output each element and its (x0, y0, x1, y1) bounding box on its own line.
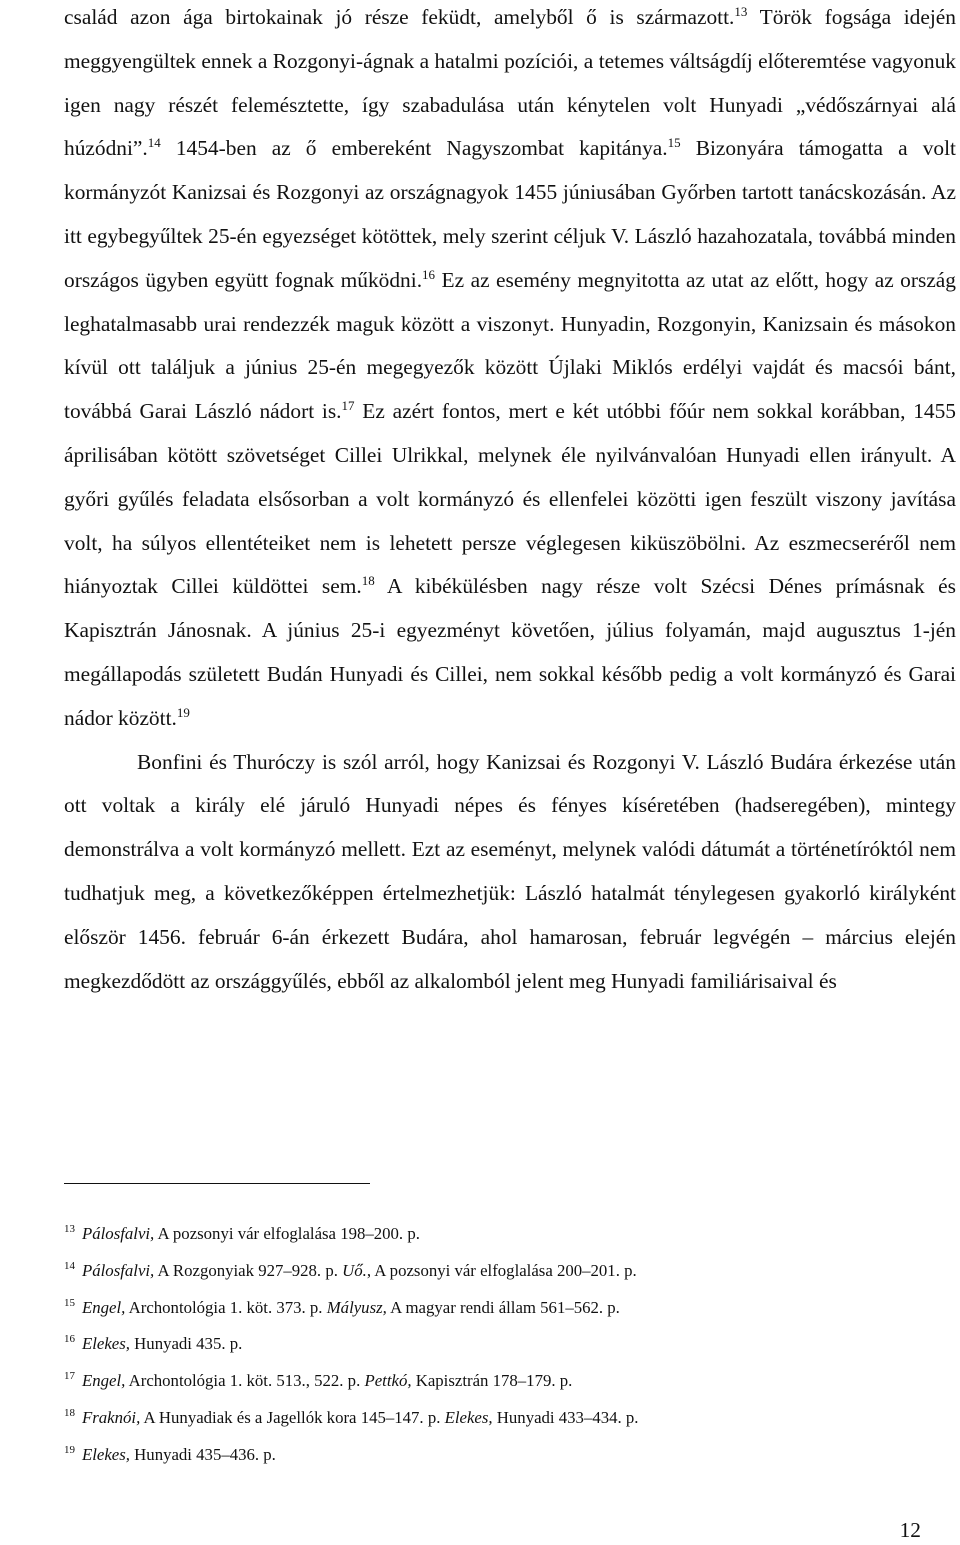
text-segment: 1454-ben az ő embereként Nagyszombat kapitánya. (160, 136, 668, 161)
footnote-author: Elekes, (82, 1334, 130, 1354)
footnote-number: 15 (64, 1296, 75, 1309)
footnote-author: Elekes, (444, 1407, 493, 1427)
footnotes (64, 1216, 944, 1474)
footnote-author: Fraknói, (82, 1407, 141, 1427)
footnote-author: Pettkó, (364, 1371, 412, 1391)
footnote-author: Elekes, (82, 1444, 130, 1464)
footnote-ref-16[interactable]: 16 (422, 266, 436, 282)
footnote-text: , A pozsonyi vár elfoglalása 200–201. p. (366, 1260, 637, 1280)
body-text (64, 0, 956, 1003)
footnote-ref-18[interactable]: 18 (361, 573, 375, 589)
footnote-ref-19[interactable]: 19 (176, 704, 190, 720)
footnote-text: A magyar rendi állam 561–562. p. (386, 1297, 620, 1317)
footnote-19 (64, 1437, 944, 1474)
footnote-number: 17 (64, 1370, 75, 1383)
footnote-author: Engel, (82, 1371, 126, 1391)
footnote-text: Hunyadi 433–434. p. (492, 1407, 639, 1427)
footnote-text: A Rozgonyiak 927–928. p. (154, 1260, 343, 1280)
footnote-text: Hunyadi 435–436. p. (129, 1444, 276, 1464)
footnote-text: Archontológia 1. köt. 513., 522. p. (125, 1371, 365, 1391)
footnote-text: Kapisztrán 178–179. p. (411, 1371, 573, 1391)
footnote-13 (64, 1216, 944, 1253)
text-segment: A kibékülésben nagy része volt Szécsi Dénes prímásnak és Kapisztrán Jánosnak. A június 25-i egyezményt követően, július folyamán, majd augusztus 1-jén megállapodás született Budán Hunyadi és Cillei, nem sokkal később pedig a volt kormányzó és Garai nádor között. (64, 574, 956, 730)
footnote-number: 19 (64, 1443, 75, 1456)
footnote-ref-14[interactable]: 14 (147, 135, 161, 151)
text-segment: család azon ága birtokainak jó része feküdt, amelyből ő is származott. (64, 5, 735, 29)
text-segment: Ez azért fontos, mert e két utóbbi főúr nem sokkal korábban, 1455 áprilisában kötött szövetséget Cillei Ulrikkal, melynek éle nyilvánvalóan Hunyadi ellen irányult. A győri gyűlés feladata elsősorban a volt kormányzó és ellenfelei közötti igen feszült viszony javítása volt, ha súlyos ellentéteiket nem is lehetett persze véglegesen kiküszöbölni. Az eszmecseréről nem hiányoztak Cillei küldöttei sem. (64, 399, 956, 599)
footnote-text: Archontológia 1. köt. 373. p. (125, 1297, 327, 1317)
footnote-text: A pozsonyi vár elfoglalása 198–200. p. (154, 1224, 420, 1243)
footnote-18 (64, 1400, 944, 1437)
footnote-number: 16 (64, 1333, 75, 1346)
footnote-author: Pálosfalvi, (82, 1224, 155, 1243)
paragraph-2: Bonfini és Thuróczy is szól arról, hogy Kanizsai és Rozgonyi V. László Budára érkezése után ott voltak a király elé járuló Hunyadi népes és fényes kíséretében (hadseregében), mintegy demonstrálva a volt kormányzó mellett. Ezt az eseményt, melynek valódi dátumát a történetíróktól nem tudhatjuk meg, a következőképpen értelmezhetjük: László hatalmát ténylegesen gyakorló királyként először 1456. február 6-án érkezett Budára, ahol hamarosan, február legvégén – március elején megkezdődött az országgyűlés, ebből az alkalomból jelent meg Hunyadi familiárisaival és (64, 749, 956, 993)
footnote-16 (64, 1326, 944, 1363)
page-number: 12 (899, 1518, 921, 1542)
text-segment: Ez az esemény megnyitotta az utat az előtt, hogy az ország leghatalmasabb urai rendezzék maguk között a viszonyt. Hunyadin, Rozgonyin, Kanizsain és másokon kívül ott találjuk a június 25-én megegyezők között Újlaki Miklós erdélyi vajdát és macsói bánt, továbbá Garai László nádort is. (64, 267, 956, 424)
footnote-14 (64, 1253, 944, 1290)
footnote-author: Pálosfalvi, (82, 1260, 155, 1280)
footnote-ref-17[interactable]: 17 (341, 398, 355, 414)
text-segment: Török fogsága idején meggyengültek ennek a Rozgonyi-ágnak a hatalmi pozíciói, a tetemes váltságdíj előteremtése vagyonuk igen nagy részét felemésztette, így szabadulása után kénytelen volt Hunyadi „védőszárnyai alá húzódni”. (64, 5, 956, 161)
text-segment: Bizonyára támogatta a volt kormányzót Kanizsai és Rozgonyi az országnagyok 1455 júniusában Győrben tartott tanácskozásán. Az itt egybegyűltek 25-én egyezséget kötöttek, mely szerint céljuk V. László hazahozatala, továbbá minden országos ügyben együtt fognak működni. (64, 136, 956, 292)
footnote-author: Uő. (342, 1260, 367, 1280)
footnote-text: Hunyadi 435. p. (129, 1334, 243, 1354)
footnote-separator (64, 1183, 370, 1184)
footnote-number: 18 (64, 1406, 75, 1419)
footnote-author: Mályusz, (326, 1297, 387, 1317)
footnote-ref-13[interactable]: 13 (734, 4, 748, 19)
paragraph-1 (64, 0, 956, 741)
footnote-ref-15[interactable]: 15 (667, 135, 681, 151)
footnote-17 (64, 1363, 944, 1400)
footnote-author: Engel, (82, 1297, 126, 1317)
footnote-number: 14 (64, 1259, 75, 1272)
footnote-number: 13 (64, 1223, 75, 1235)
footnote-text: A Hunyadiak és a Jagellók kora 145–147. p. (140, 1407, 445, 1427)
footnote-15 (64, 1290, 944, 1327)
